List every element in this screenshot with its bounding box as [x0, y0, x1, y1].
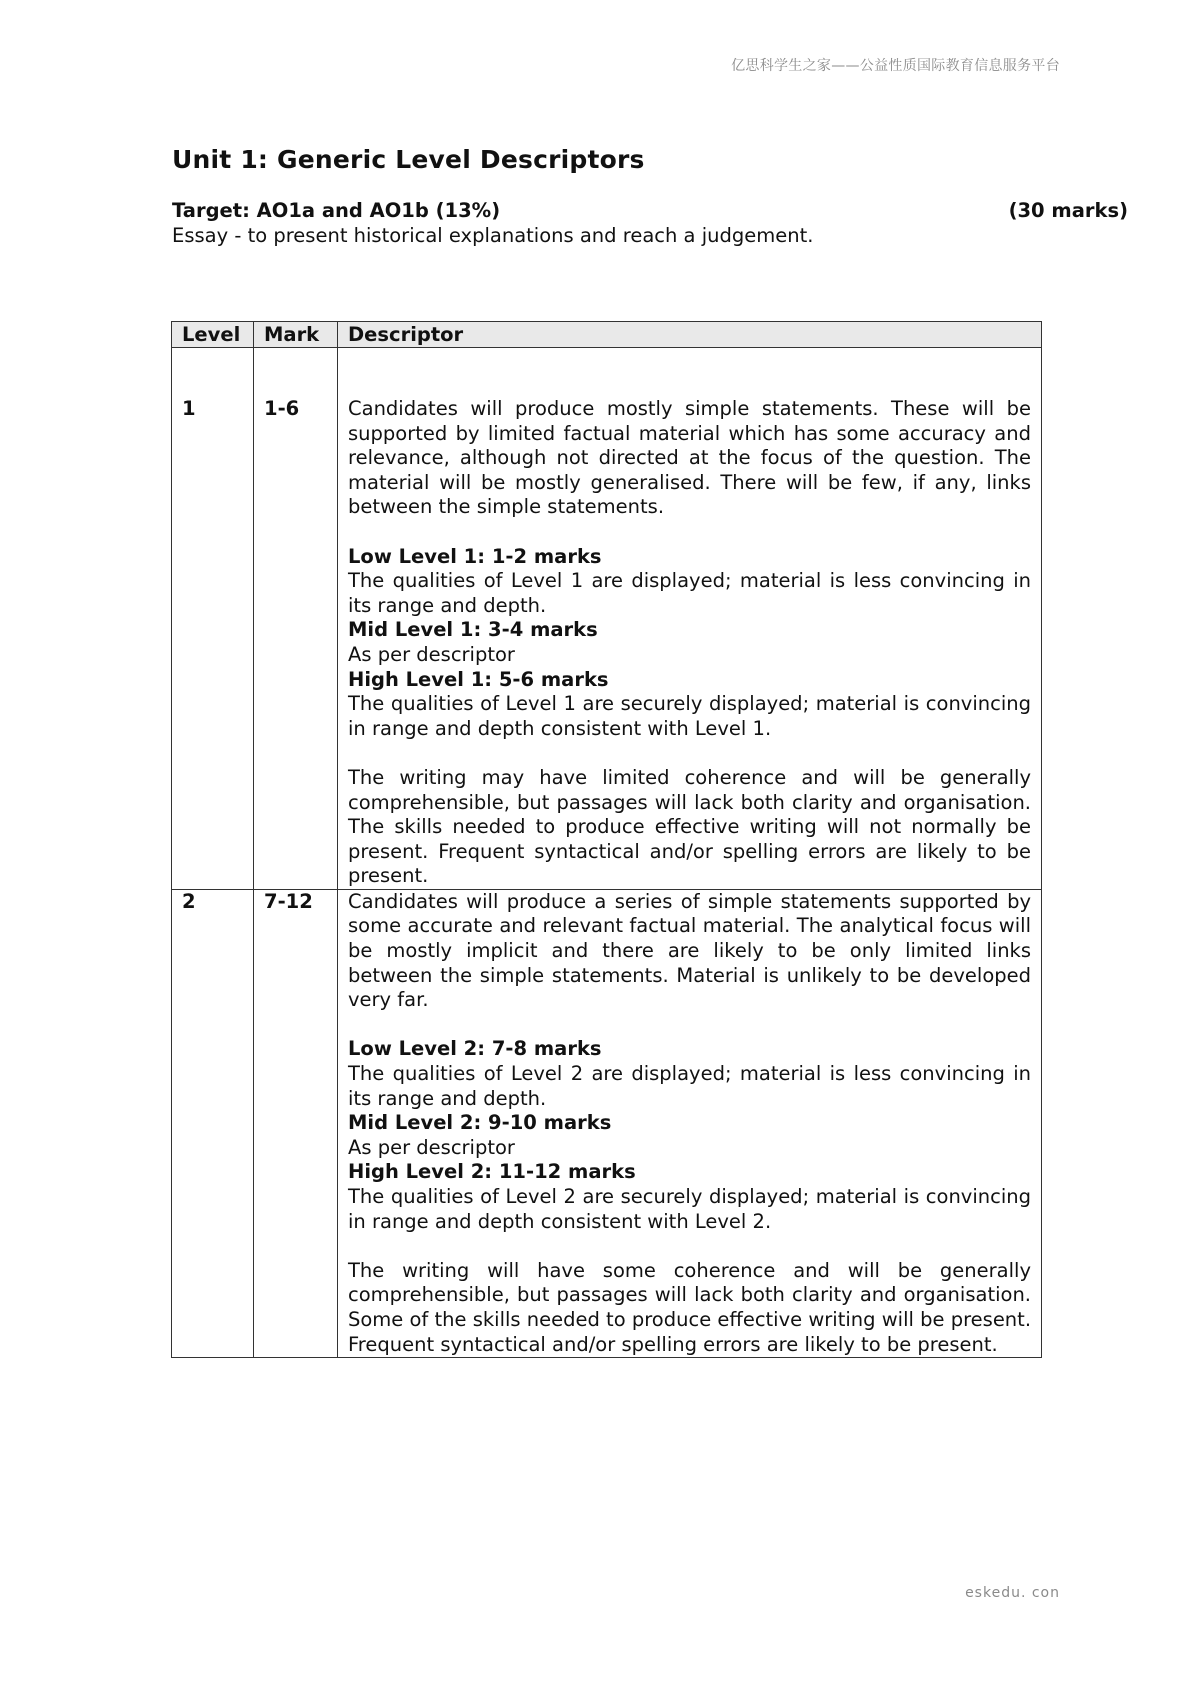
- level-descriptor-table: [171, 321, 1042, 1358]
- low-band-title: Low Level 1: 1-2 marks: [348, 544, 602, 568]
- mid-band-text: As per descriptor: [348, 642, 515, 666]
- level-cell: 2: [172, 889, 254, 1357]
- target-line: [172, 199, 1128, 222]
- table-header-row: [172, 322, 1042, 348]
- descriptor-intro: Candidates will produce mostly simple statements. These will be supported by limited factual material which has some accuracy and relevance, although not directed at the focus of the question. The material will be mostly generalised. There will be few, if any, links between the simple statements.: [348, 397, 1031, 519]
- mid-band-text: As per descriptor: [348, 1135, 515, 1159]
- descriptor-intro: Candidates will produce a series of simple statements supported by some accurate and relevant factual material. The analytical focus will be mostly implicit and there are likely to be only limited links between the simple statements. Material is unlikely to be developed very far.: [348, 889, 1031, 1012]
- footer-watermark: eskedu. con: [965, 1585, 1060, 1601]
- low-band-text: The qualities of Level 2 are displayed; material is less convincing in its range and depth.: [348, 1062, 1031, 1110]
- high-band-text: The qualities of Level 1 are securely displayed; material is convincing in range and depth consistent with Level 1.: [348, 692, 1031, 740]
- total-marks: (30 marks): [1008, 199, 1128, 222]
- page-title: Unit 1: Generic Level Descriptors: [172, 145, 645, 174]
- writing-quality-text: The writing may have limited coherence and will be generally comprehensible, but passages will lack both clarity and organisation. The skills needed to produce effective writing will not normally be present. Frequent syntactical and/or spelling errors are likely to be present.: [348, 765, 1031, 888]
- header-level: Level: [172, 322, 254, 348]
- descriptor-cell: [338, 889, 1042, 1357]
- high-band-title: High Level 1: 5-6 marks: [348, 667, 609, 691]
- high-band-title: High Level 2: 11-12 marks: [348, 1160, 636, 1184]
- header-mark: Mark: [254, 322, 338, 348]
- low-band-text: The qualities of Level 1 are displayed; material is less convincing in its range and depth.: [348, 569, 1031, 617]
- mid-band-title: Mid Level 2: 9-10 marks: [348, 1111, 612, 1135]
- high-band-text: The qualities of Level 2 are securely displayed; material is convincing in range and depth consistent with Level 2.: [348, 1185, 1031, 1233]
- writing-quality-text: The writing will have some coherence and will be generally comprehensible, but passages will lack both clarity and organisation. Some of the skills needed to produce effective writing will be present. Frequent syntactical and/or spelling errors are likely to be present.: [348, 1258, 1032, 1356]
- mid-band-title: Mid Level 1: 3-4 marks: [348, 618, 598, 642]
- low-band-title: Low Level 2: 7-8 marks: [348, 1037, 602, 1061]
- level-cell: 1: [172, 348, 254, 890]
- essay-description: Essay - to present historical explanations and reach a judgement.: [172, 224, 814, 247]
- mark-cell: 7-12: [254, 889, 338, 1357]
- table-row: [172, 889, 1042, 1357]
- target-label: Target: AO1a and AO1b (13%): [172, 199, 501, 222]
- descriptor-cell: [338, 348, 1042, 890]
- table-row: [172, 348, 1042, 890]
- mark-cell: 1-6: [254, 348, 338, 890]
- header-watermark: 亿思科学生之家——公益性质国际教育信息服务平台: [731, 58, 1060, 74]
- header-descriptor: Descriptor: [338, 322, 1042, 348]
